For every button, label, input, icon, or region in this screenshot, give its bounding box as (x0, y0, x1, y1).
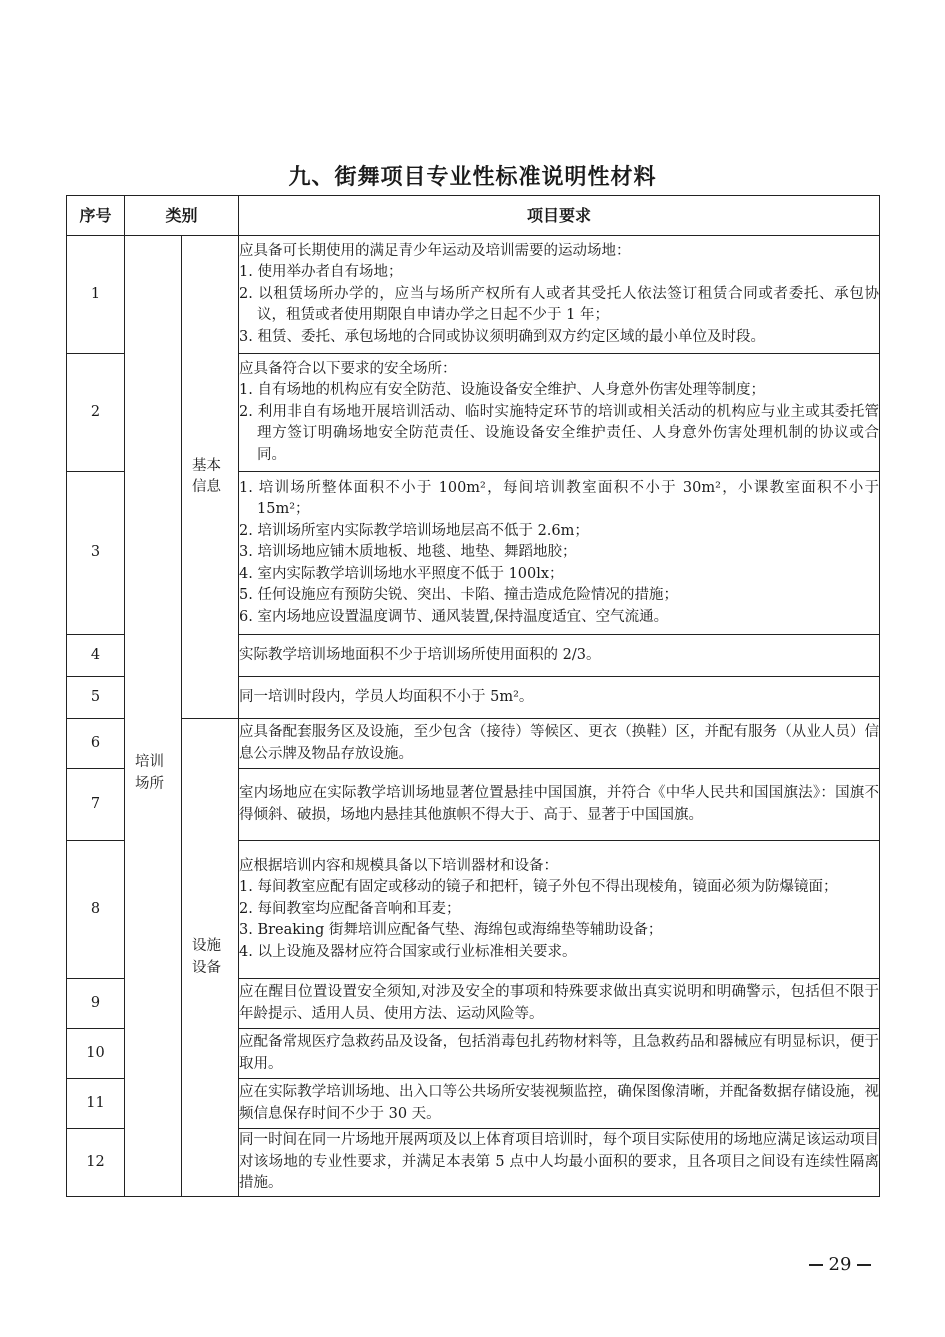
requirement-intro: 应根据培训内容和规模具备以下培训器材和设备： (239, 857, 559, 874)
category-main-label: 培训场所 (135, 754, 164, 792)
requirements-table (66, 195, 880, 1197)
table-row (67, 719, 880, 769)
requirement-item: 1. 自有场地的机构应有安全防范、设施设备安全维护、人身意外伤害处理等制度； (239, 382, 765, 399)
row-number: 6 (67, 719, 125, 769)
row-number: 8 (67, 841, 125, 979)
requirement-item: 3. 培训场地应铺木质地板、地毯、地垫、舞蹈地胶； (239, 544, 577, 561)
requirement-cell (239, 1029, 880, 1079)
row-number: 7 (67, 769, 125, 841)
row-number: 2 (67, 354, 125, 472)
category-main (125, 236, 182, 1197)
requirement-cell (239, 719, 880, 769)
requirement-item: 2. 利用非自有场地开展培训活动、临时实施特定环节的培训或相关活动的机构应与业主或其委托管理方签订明确场地安全防范责任、设施设备安全维护责任、人身意外伤害处理机制的协议或合同。 (239, 403, 880, 463)
requirement-intro: 实际教学培训场地面积不少于培训场所使用面积的 2/3。 (239, 646, 601, 663)
page-number (800, 1254, 880, 1275)
requirement-cell (239, 1079, 880, 1129)
requirement-cell (239, 979, 880, 1029)
row-number: 10 (67, 1029, 125, 1079)
requirement-cell (239, 354, 880, 472)
row-number: 3 (67, 472, 125, 635)
requirement-cell (239, 635, 880, 677)
requirement-item: 1. 使用举办者自有场地； (239, 264, 403, 281)
requirement-item: 2. 培训场所室内实际教学培训场地层高不低于 2.6m； (239, 522, 589, 539)
requirement-cell (239, 841, 880, 979)
row-number: 9 (67, 979, 125, 1029)
row-number: 11 (67, 1079, 125, 1129)
requirement-intro: 应在醒目位置设置安全须知,对涉及安全的事项和特殊要求做出真实说明和明确警示，包括但不限于年龄提示、适用人员、使用方法、运动风险等。 (239, 984, 880, 1022)
requirement-item: 5. 任何设施应有预防尖锐、突出、卡陷、撞击造成危险情况的措施； (239, 587, 678, 604)
requirement-intro: 应配备常规医疗急救药品及设备，包括消毒包扎药物材料等，且急救药品和器械应有明显标识，便于取用。 (239, 1034, 880, 1072)
row-number: 4 (67, 635, 125, 677)
requirement-cell (239, 1129, 880, 1197)
requirement-item: 1. 每间教室应配有固定或移动的镜子和把杆，镜子外包不得出现棱角，镜面必须为防爆镜面； (239, 879, 838, 896)
requirement-intro: 室内场地应在实际教学培训场地显著位置悬挂中国国旗，并符合《中华人民共和国国旗法》：国旗不得倾斜、破损，场地内悬挂其他旗帜不得大于、高于、显著于中国国旗。 (239, 785, 880, 823)
row-number: 5 (67, 677, 125, 719)
requirement-item: 4. 以上设施及器材应符合国家或行业标准相关要求。 (239, 943, 577, 960)
requirement-cell (239, 236, 880, 354)
page-number-value: 29 (828, 1254, 852, 1275)
category-basic-label: 基本信息 (192, 457, 221, 495)
page-number-dash (857, 1264, 871, 1266)
requirement-item: 6. 室内场地应设置温度调节、通风装置,保持温度适宜、空气流通。 (239, 608, 669, 625)
row-number: 1 (67, 236, 125, 354)
requirement-item: 3. Breaking 街舞培训应配备气垫、海绵包或海绵垫等辅助设备； (239, 922, 663, 939)
requirement-item: 4. 室内实际教学培训场地水平照度不低于 100lx； (239, 565, 564, 582)
header-no: 序号 (67, 196, 125, 236)
header-requirement: 项目要求 (239, 196, 880, 236)
requirement-intro: 应具备符合以下要求的安全场所： (239, 360, 457, 377)
requirement-item: 1. 培训场所整体面积不小于 100m²，每间培训教室面积不小于 30m²，小课教室面积不小于 15m²； (239, 479, 880, 518)
requirement-cell (239, 472, 880, 635)
category-facility-label: 设施设备 (192, 938, 221, 976)
table-row (67, 236, 880, 354)
header-category: 类别 (125, 196, 239, 236)
table-header-row (67, 196, 880, 236)
requirement-cell (239, 677, 880, 719)
page-number-dash (809, 1264, 823, 1266)
requirement-intro: 应具备可长期使用的满足青少年运动及培训需要的运动场地： (239, 242, 631, 259)
category-facility (182, 719, 239, 1197)
requirement-item: 3. 租赁、委托、承包场地的合同或协议须明确到双方约定区域的最小单位及时段。 (239, 328, 765, 345)
category-basic (182, 236, 239, 719)
requirement-intro: 应在实际教学培训场地、出入口等公共场所安装视频监控，确保图像清晰，并配备数据存储设施，视频信息保存时间不少于 30 天。 (239, 1084, 880, 1122)
requirement-cell (239, 769, 880, 841)
page-title: 九、街舞项目专业性标准说明性材料 (288, 165, 657, 190)
requirement-intro: 应具备配套服务区及设施，至少包含（接待）等候区、更衣（换鞋）区，并配有服务（从业人员）信息公示牌及物品存放设施。 (239, 724, 880, 762)
row-number: 12 (67, 1129, 125, 1197)
requirement-intro: 同一时间在同一片场地开展两项及以上体育项目培训时，每个项目实际使用的场地应满足该运动项目对该场地的专业性要求，并满足本表第 5 点中人均最小面积的要求，且各项目之间设有连续性隔离措施。 (239, 1132, 880, 1192)
requirement-item: 2. 每间教室均应配备音响和耳麦； (239, 900, 461, 917)
requirement-intro: 同一培训时段内，学员人均面积不小于 5m²。 (239, 688, 534, 705)
requirement-item: 2. 以租赁场所办学的，应当与场所产权所有人或者其受托人依法签订租赁合同或者委托、承包协议，租赁或者使用期限自申请办学之日起不少于 1 年； (239, 285, 880, 324)
